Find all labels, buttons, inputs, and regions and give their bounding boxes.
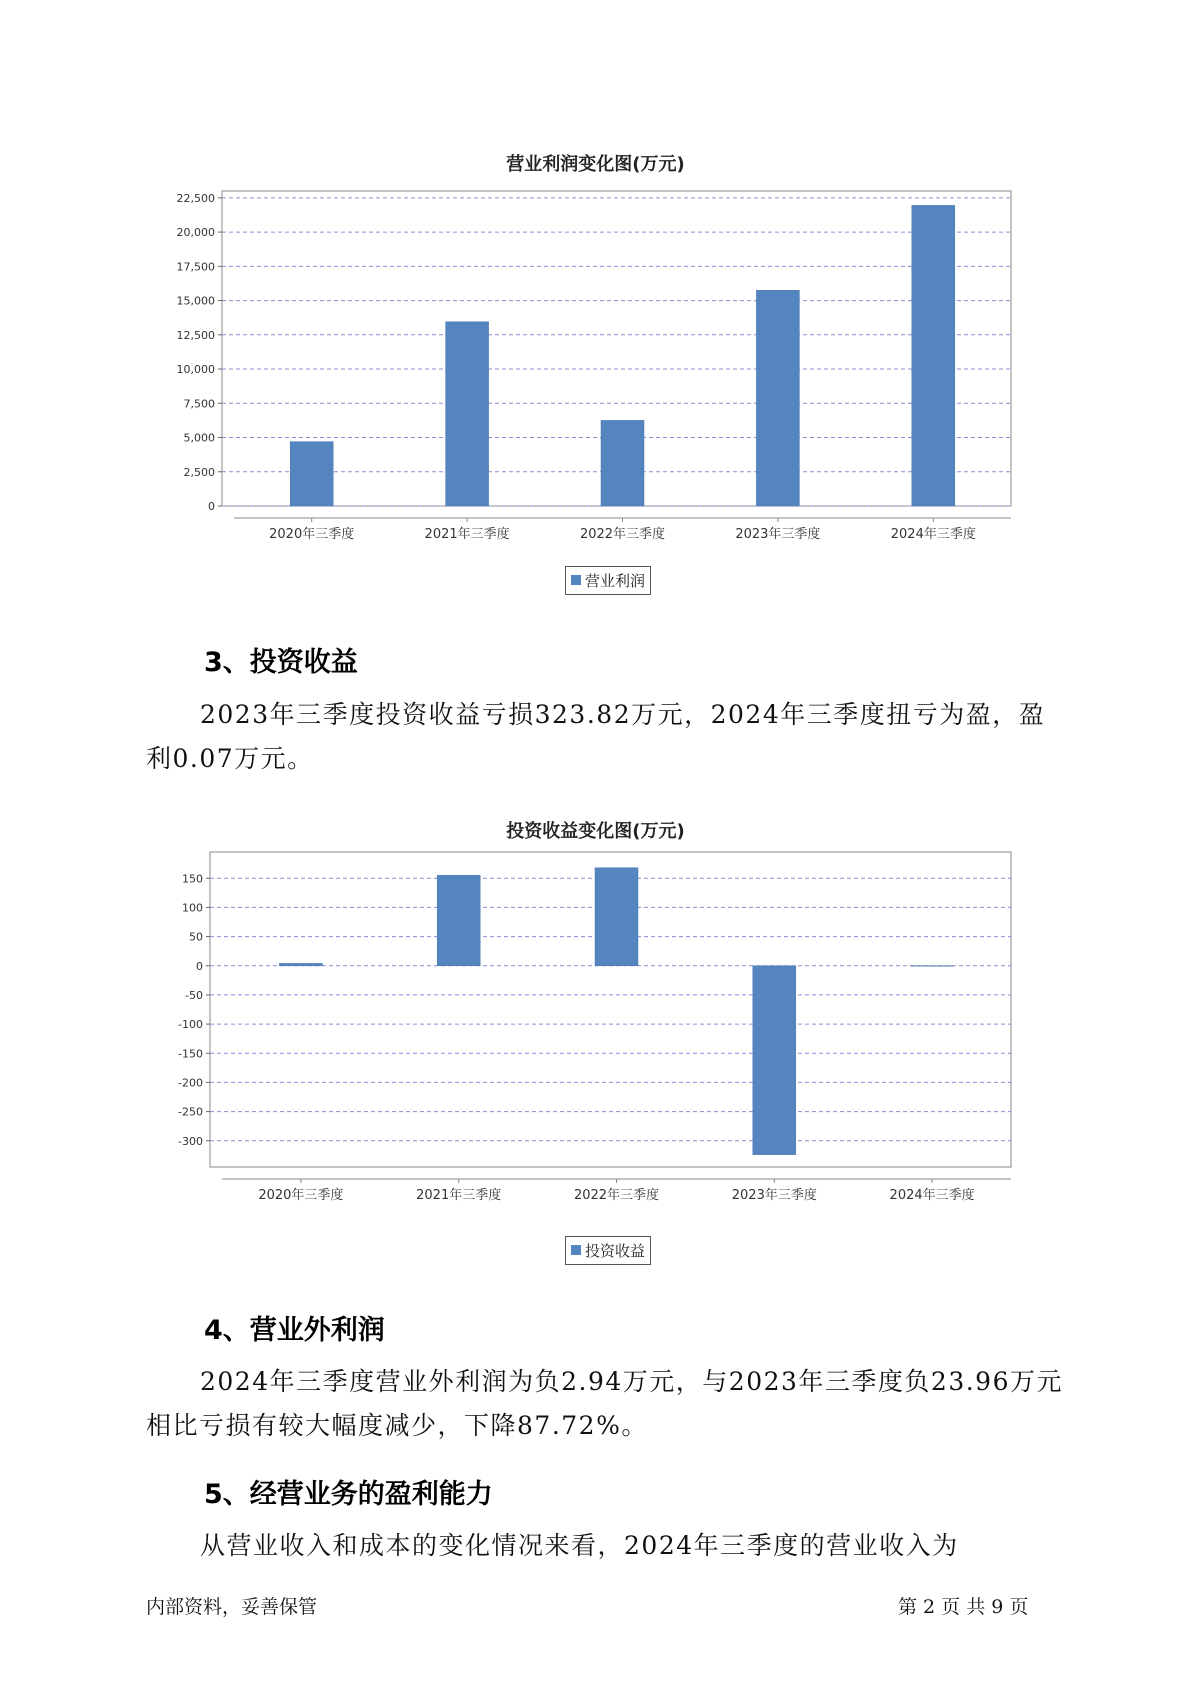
bar — [912, 205, 955, 506]
y-tick-label: -250 — [178, 1105, 203, 1119]
section4-heading: 4、营业外利润 — [204, 1315, 385, 1346]
x-tick-label: 2021年三季度 — [424, 527, 510, 542]
section5-heading: 5、经营业务的盈利能力 — [204, 1479, 493, 1510]
x-tick-label: 2024年三季度 — [890, 527, 976, 542]
x-tick-label: 2022年三季度 — [573, 1188, 660, 1203]
legend-swatch-icon — [571, 1245, 581, 1255]
y-tick-label: 100 — [182, 901, 203, 915]
bar — [601, 420, 644, 506]
y-tick-label: 20,000 — [176, 226, 215, 240]
x-tick-label: 2023年三季度 — [735, 527, 821, 542]
bar — [911, 966, 954, 967]
x-tick-label: 2024年三季度 — [889, 1188, 975, 1203]
chart1-legend-label: 营业利润 — [585, 572, 646, 590]
x-tick-label: 2023年三季度 — [731, 1188, 817, 1203]
chart2-legend-label: 投资收益 — [585, 1242, 646, 1260]
y-tick-label: -150 — [178, 1047, 203, 1061]
operating-profit-chart — [0, 185, 1191, 545]
footer-page-number: 第 2 页 共 9 页 — [898, 1596, 1029, 1618]
y-tick-label: 2,500 — [183, 465, 215, 479]
y-tick-label: 0 — [196, 959, 203, 973]
section3-line2: 利0.07万元。 — [146, 744, 314, 773]
y-tick-label: 10,000 — [176, 363, 215, 377]
bar — [753, 966, 796, 1155]
y-tick-label: 0 — [208, 500, 215, 513]
legend-swatch-icon — [571, 575, 581, 585]
investment-income-chart — [0, 852, 1191, 1212]
bar — [595, 868, 638, 966]
section3-paragraph — [146, 693, 1066, 781]
bar — [756, 290, 799, 506]
y-tick-label: 50 — [189, 930, 203, 944]
chart2-title: 投资收益变化图(万元) — [506, 821, 685, 842]
x-tick-label: 2021年三季度 — [416, 1188, 502, 1203]
bar — [290, 442, 333, 506]
y-tick-label: 7,500 — [183, 397, 215, 411]
y-tick-label: 22,500 — [176, 191, 215, 205]
y-tick-label: 5,000 — [183, 431, 215, 445]
y-tick-label: 12,500 — [176, 328, 215, 342]
section4-line1: 2024年三季度营业外利润为负2.94万元，与2023年三季度负23.96万元 — [200, 1367, 1063, 1396]
chart1-title: 营业利润变化图(万元) — [506, 154, 685, 175]
y-tick-label: 15,000 — [176, 294, 215, 308]
x-tick-label: 2020年三季度 — [269, 527, 355, 542]
chart2-legend — [565, 1236, 651, 1265]
y-tick-label: -200 — [178, 1076, 203, 1090]
bar — [279, 963, 322, 965]
section4-paragraph — [146, 1360, 1066, 1448]
section5-paragraph — [146, 1524, 1066, 1568]
section4-line2: 相比亏损有较大幅度减少，下降87.72%。 — [146, 1411, 648, 1440]
y-tick-label: 150 — [182, 872, 203, 886]
y-tick-label: 17,500 — [176, 260, 215, 274]
section3-heading: 3、投资收益 — [204, 647, 358, 678]
x-tick-label: 2020年三季度 — [258, 1188, 344, 1203]
chart1-legend — [565, 566, 651, 595]
bar — [437, 875, 480, 965]
x-tick-label: 2022年三季度 — [579, 527, 666, 542]
y-tick-label: -300 — [178, 1134, 203, 1148]
section3-line1: 2023年三季度投资收益亏损323.82万元，2024年三季度扭亏为盈，盈 — [200, 700, 1046, 729]
bar — [446, 322, 489, 506]
y-tick-label: -100 — [178, 1018, 203, 1032]
section5-line1: 从营业收入和成本的变化情况来看，2024年三季度的营业收入为 — [200, 1531, 959, 1560]
footer-confidential-note: 内部资料，妥善保管 — [146, 1596, 318, 1618]
y-tick-label: -50 — [185, 988, 203, 1002]
